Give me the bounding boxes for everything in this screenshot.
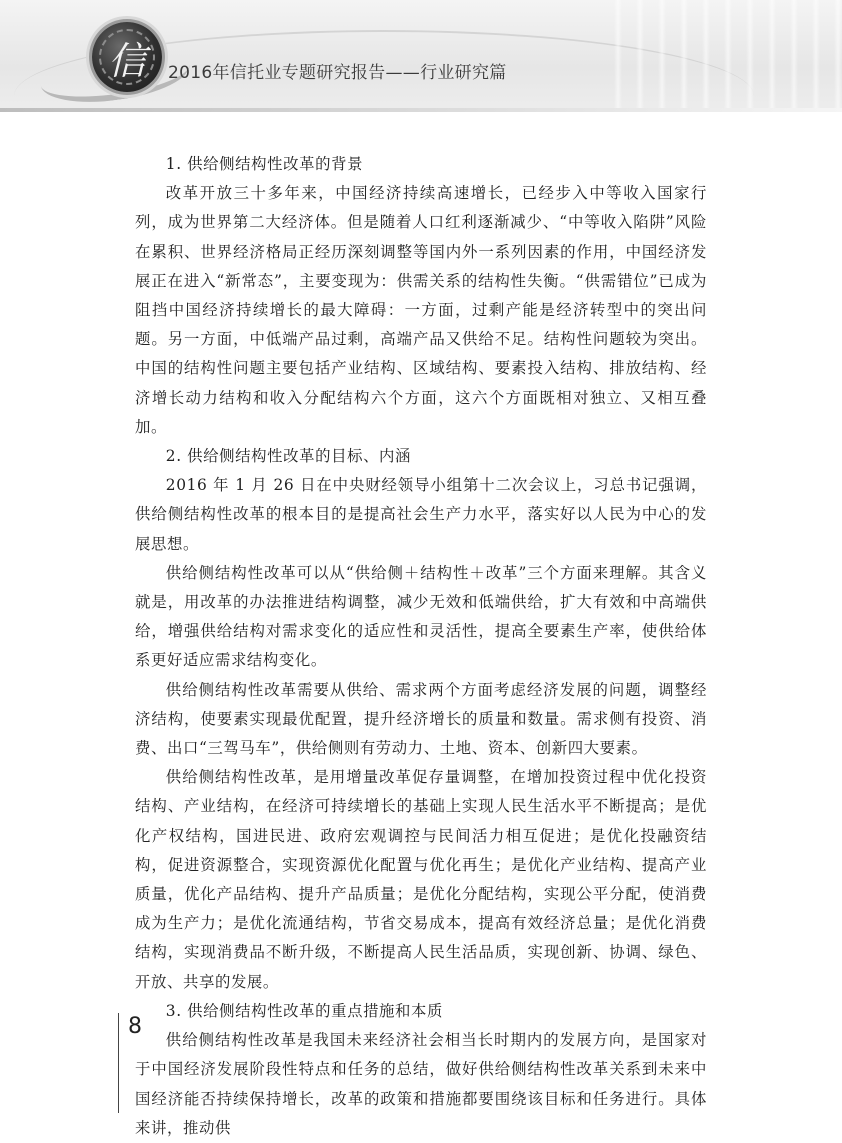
footer-rule [118, 1013, 119, 1113]
paragraph: 改革开放三十多年来，中国经济持续高速增长，已经步入中等收入国家行列，成为世界第二大经济体。但是随着人口红利逐渐减少、“中等收入陷阱”风险在累积、世界经济格局正经历深刻调整等国内外一系列因素的作用，中国经济发展正在进入“新常态”，主要变现为：供需关系的结构性失衡。“供需错位”已成为阻挡中国经济持续增长的最大障碍：一方面，过剩产能是经济转型中的突出问题。另一方面，中低端产品过剩，高端产品又供给不足。结构性问题较为突出。中国的结构性问题主要包括产业结构、区域结构、要素投入结构、排放结构、经济增长动力结构和收入分配结构六个方面，这六个方面既相对独立、又相互叠加。 [135, 184, 707, 436]
section-heading: 2. 供给侧结构性改革的目标、内涵 [165, 447, 412, 466]
paragraph: 2016 年 1 月 26 日在中央财经领导小组第十二次会议上，习总书记强调，供给侧结构性改革的根本目的是提高社会生产力水平，落实好以人民为中心的发展思想。 [135, 476, 707, 553]
section-heading: 1. 供给侧结构性改革的背景 [165, 155, 364, 173]
paragraph: 供给侧结构性改革可以从“供给侧＋结构性＋改革”三个方面来理解。其含义就是，用改革的办法推进结构调整，减少无效和低端供给，扩大有效和中高端供给，增强供给结构对需求变化的适应性和灵活性，提高全要素生产率，使供给体系更好适应需求结构变化。 [135, 563, 707, 670]
header-decoration-stripes [600, 0, 842, 112]
page-number: 8 [128, 1014, 142, 1039]
report-title: 2016年信托业专题研究报告——行业研究篇 [168, 63, 507, 83]
paragraph: 供给侧结构性改革，是用增量改革促存量调整，在增加投资过程中优化投资结构、产业结构，在经济可持续增长的基础上实现人民生活水平不断提高；是优化产权结构，国进民进、政府宏观调控与民间活力相互促进；是优化投融资结构，促进资源整合，实现资源优化配置与优化再生；是优化产业结构、提高产业质量，优化产品结构、提升产品质量；是优化分配结构，实现公平分配，使消费成为生产力；是优化流通结构，节省交易成本，提高有效经济总量；是优化消费结构，实现消费品不断升级，不断提高人民生活品质，实现创新、协调、绿色、开放、共享的发展。 [135, 768, 707, 991]
paragraph: 供给侧结构性改革需要从供给、需求两个方面考虑经济发展的问题，调整经济结构，使要素实现最优配置，提升经济增长的质量和数量。需求侧有投资、消费、出口“三驾马车”，供给侧则有劳动力、土地、资本、创新四大要素。 [135, 680, 707, 758]
header-divider [0, 108, 842, 112]
logo-character: 信 [107, 39, 146, 83]
body-text [135, 150, 707, 1143]
paragraph: 供给侧结构性改革是我国未来经济社会相当长时期内的发展方向，是国家对于中国经济发展阶段性特点和任务的总结，做好供给侧结构性改革关系到未来中国经济能否持续保持增长，改革的政策和措施都要围绕该目标和任务进行。具体来讲，推动供 [135, 1031, 707, 1137]
trust-logo-seal [92, 22, 162, 92]
page-header [0, 0, 842, 112]
section-heading: 3. 供给侧结构性改革的重点措施和本质 [165, 1001, 444, 1020]
